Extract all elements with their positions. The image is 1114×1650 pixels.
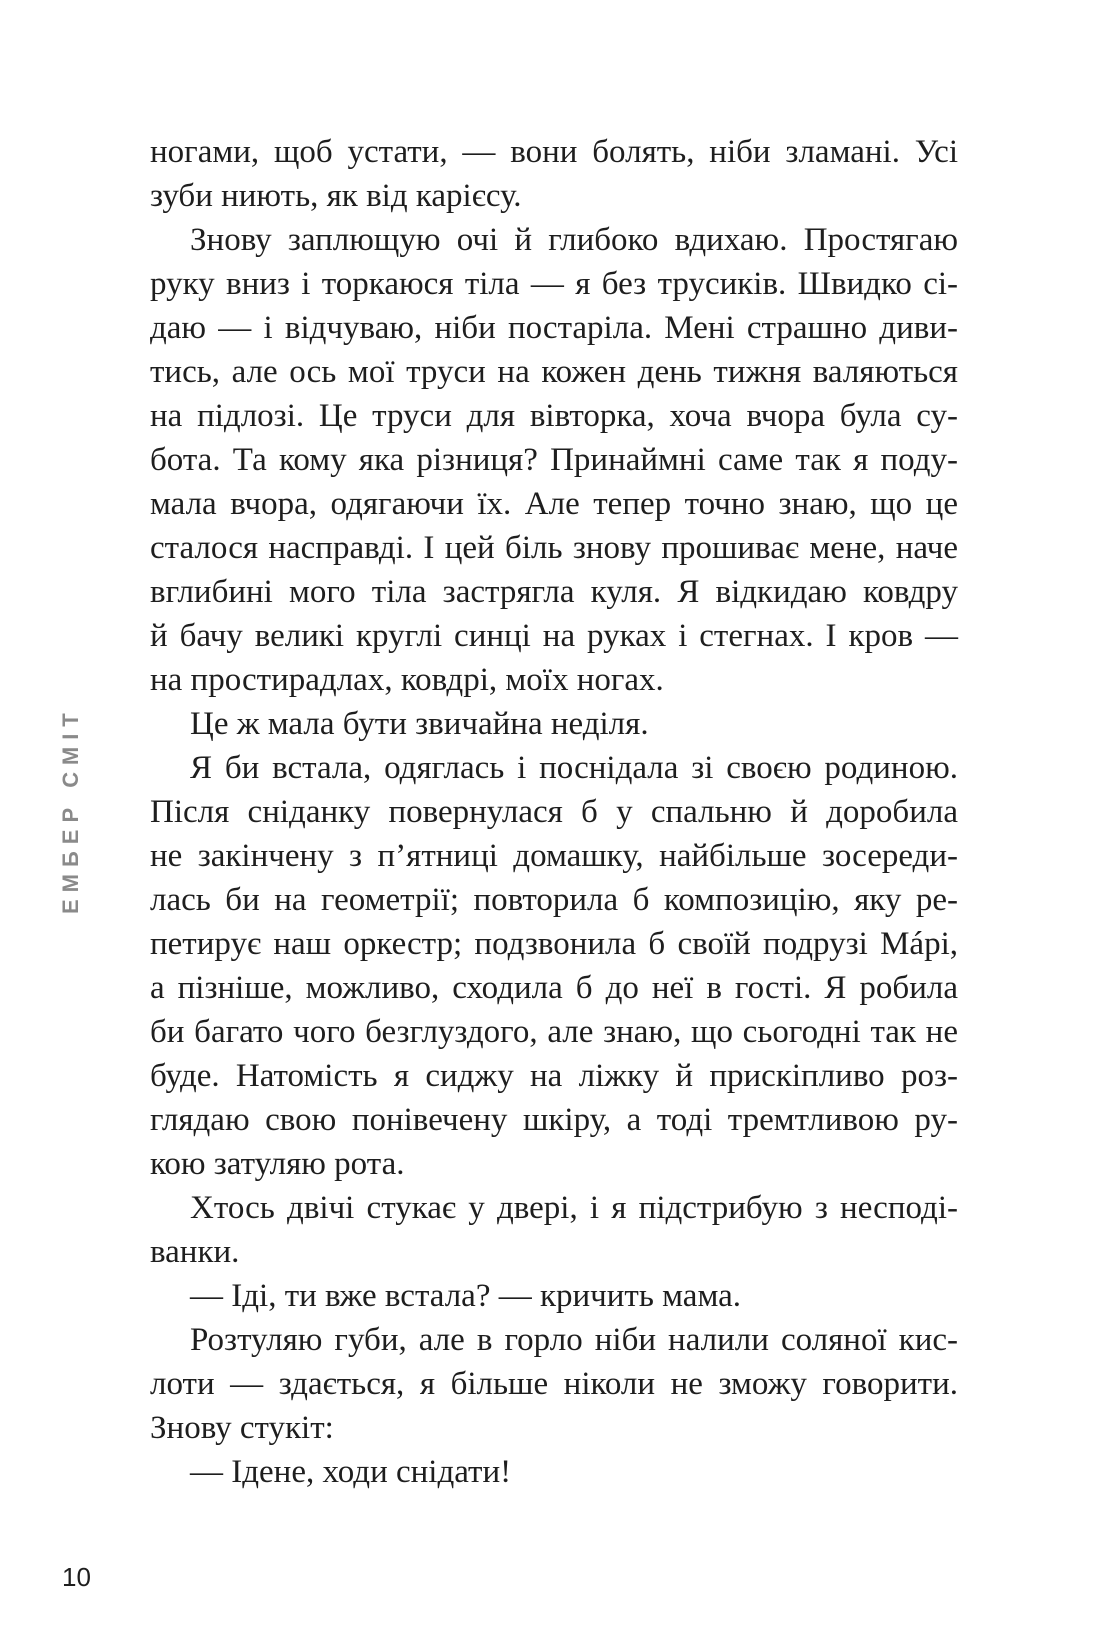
text-line: ванки.: [150, 1234, 240, 1270]
text-line: ногами, щоб устати, — вони болять, ніби зламані. Усі: [150, 134, 958, 170]
page-number: 10: [62, 1562, 91, 1592]
text-line: сталося насправді. І цей біль знову прошиває мене, наче: [150, 530, 958, 566]
text-line: лоти — здається, я більше ніколи не зможу говорити.: [150, 1366, 958, 1402]
text-line: не закінчену з п’ятниці домашку, найбільше зосереди-: [150, 838, 958, 874]
running-head-author: ЕМБЕР СМІТ: [58, 706, 83, 914]
text-line: руку вниз і торкаюся тіла — я без трусиків. Швидко сі-: [150, 266, 958, 302]
text-line: — Ідене, ходи снідати!: [190, 1454, 512, 1490]
text-line: й бачу великі круглі синці на руках і стегнах. І кров —: [150, 618, 958, 654]
text-line: кою затуляю рота.: [150, 1146, 405, 1182]
text-line: Я би встала, одяглась і поснідала зі своєю родиною.: [190, 750, 958, 786]
text-line: а пізніше, можливо, сходила б до неї в гості. Я робила: [150, 970, 958, 1006]
text-line: Знову заплющую очі й глибоко вдихаю. Простягаю: [190, 222, 958, 258]
text-line: Хтось двічі стукає у двері, і я підстрибую з несподі-: [190, 1190, 958, 1226]
text-line: — Іді, ти вже встала? — кричить мама.: [190, 1278, 742, 1314]
text-line: Розтуляю губи, але в горло ніби налили соляної кис-: [190, 1322, 958, 1358]
text-line: бота. Та кому яка різниця? Принаймні саме так я поду-: [150, 442, 958, 478]
text-line: тись, але ось мої труси на кожен день тижня валяються: [150, 354, 958, 390]
text-line: буде. Натомість я сиджу на ліжку й прискіпливо роз-: [150, 1058, 958, 1094]
text-line: Це ж мала бути звичайна неділя.: [190, 706, 649, 742]
text-line: даю — і відчуваю, ніби постаріла. Мені страшно диви-: [150, 310, 958, 346]
body-text: [150, 130, 958, 1494]
text-line: зуби ниють, як від карієсу.: [150, 178, 522, 214]
text-line: мала вчора, одягаючи їх. Але тепер точно знаю, що це: [150, 486, 958, 522]
text-line: би багато чого безглуздого, але знаю, що сьогодні так не: [150, 1014, 958, 1050]
text-line: на простирадлах, ковдрі, моїх ногах.: [150, 662, 664, 698]
text-line: глядаю свою понівечену шкіру, а тоді тремтливою ру-: [150, 1102, 958, 1138]
text-line: на підлозі. Це труси для вівторка, хоча вчора була су-: [150, 398, 958, 434]
text-line: Після сніданку повернулася б у спальню й доробила: [150, 794, 958, 830]
text-line: Знову стукіт:: [150, 1410, 334, 1446]
text-line: лась би на геометрії; повторила б композицію, яку ре-: [150, 882, 958, 918]
text-line: вглибині мого тіла застрягла куля. Я відкидаю ковдру: [150, 574, 958, 610]
text-line: петирує наш оркестр; подзвонила б своїй подрузі Мáрі,: [150, 926, 958, 962]
